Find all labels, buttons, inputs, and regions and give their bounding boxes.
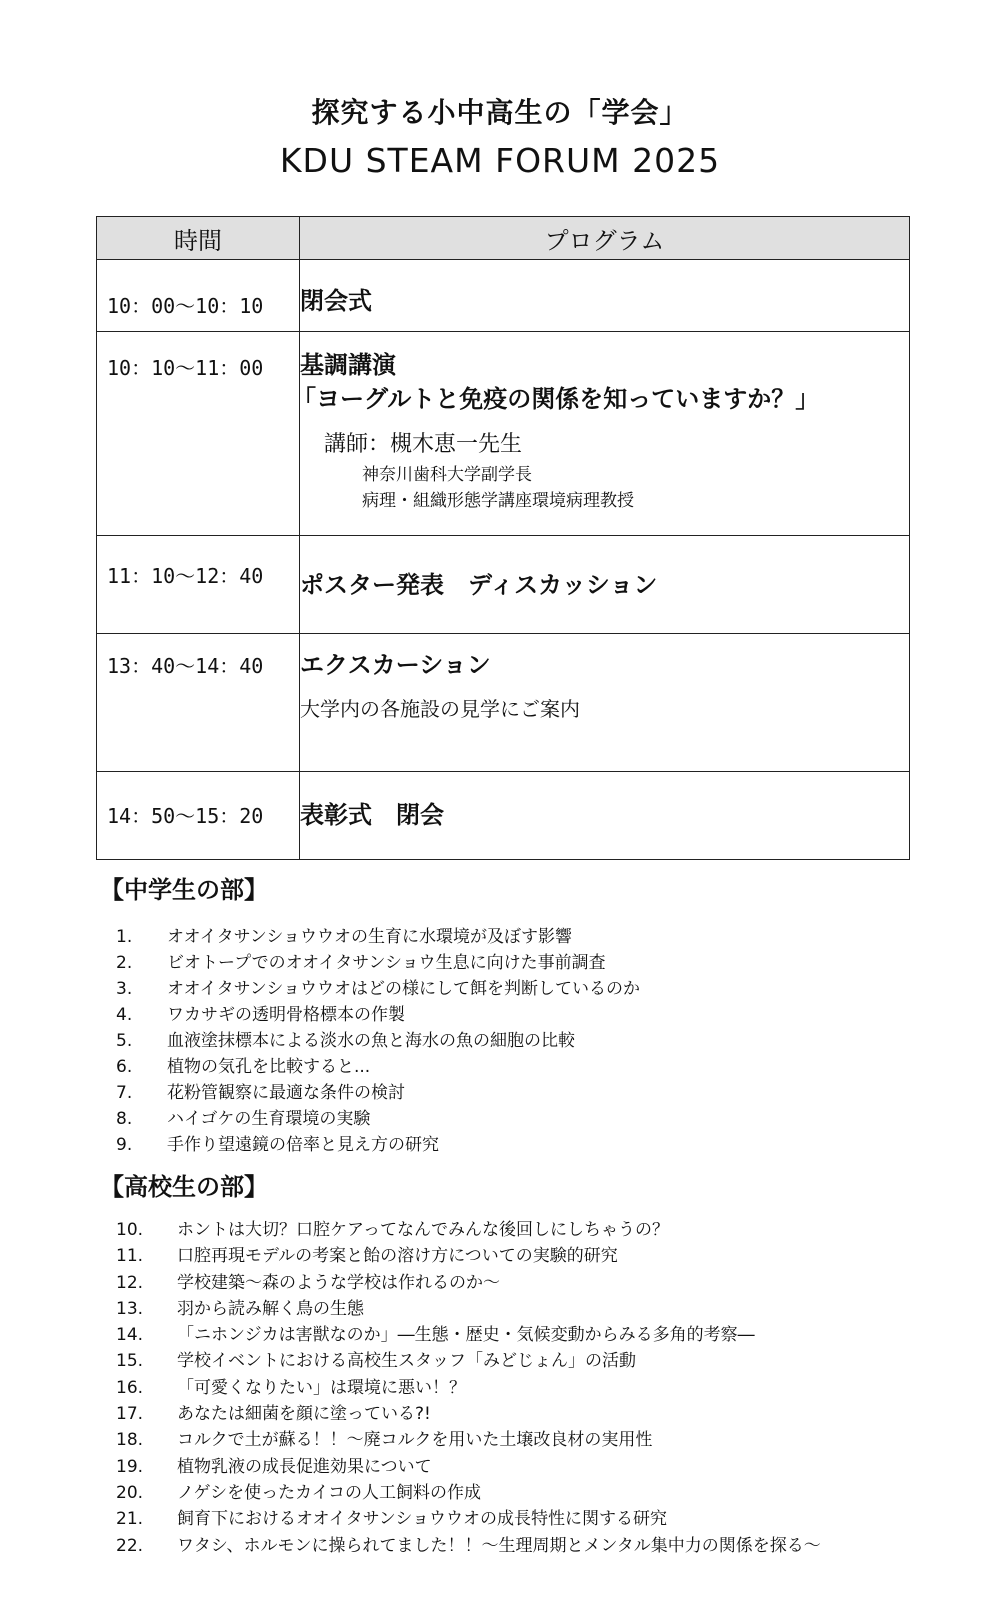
item-title: 花粉管観察に最適な条件の検討 (167, 1083, 405, 1103)
list-item (116, 1348, 821, 1374)
item-title: 血液塗抹標本による淡水の魚と海水の魚の細胞の比較 (167, 1031, 575, 1051)
program-description: 大学内の各施設の見学にご案内 (300, 697, 580, 721)
list-item (116, 1106, 640, 1132)
lecturer-affiliation: 病理・組織形態学講座環境病理教授 (362, 491, 634, 511)
item-number: 7. (116, 1083, 133, 1103)
list-item (116, 1080, 640, 1106)
item-title: オオイタサンショウウオはどの様にして餌を判断しているのか (167, 979, 641, 999)
table-row (97, 536, 910, 634)
high-school-heading: 【高校生の部】 (100, 1173, 268, 1201)
table-row (97, 260, 910, 332)
list-item (116, 1480, 821, 1506)
program-title: 基調講演 (300, 351, 396, 379)
item-number: 4. (116, 1005, 133, 1025)
list-item (116, 1401, 821, 1427)
list-item (116, 1375, 821, 1401)
item-number: 12. (116, 1272, 144, 1293)
item-title: ワカサギの透明骨格標本の作製 (167, 1005, 405, 1025)
item-number: 9. (116, 1135, 133, 1155)
item-title: 学校建築〜森のような学校は作れるのか〜 (177, 1272, 500, 1293)
table-header-row (97, 217, 910, 260)
table-row (97, 332, 910, 536)
item-title: 手作り望遠鏡の倍率と見え方の研究 (167, 1135, 439, 1155)
item-title: 植物乳液の成長促進効果について (177, 1456, 432, 1477)
list-item (116, 1270, 821, 1296)
list-item (116, 924, 640, 950)
list-item (116, 1427, 821, 1453)
item-number: 1. (116, 927, 133, 947)
item-number: 2. (116, 953, 133, 973)
list-item (116, 1002, 640, 1028)
program-title: ポスター発表 ディスカッション (300, 571, 658, 599)
item-title: ホントは大切？口腔ケアってなんでみんな後回しにしちゃうの？ (177, 1220, 669, 1240)
item-number: 6. (116, 1057, 133, 1077)
item-title: あなたは細菌を顔に塗っている?! (177, 1404, 431, 1425)
item-number: 5. (116, 1031, 133, 1051)
header-time: 時間 (97, 217, 300, 260)
list-item (116, 1296, 821, 1322)
list-item (116, 1132, 640, 1158)
item-title: オオイタサンショウウオの生育に水環境が及ぼす影響 (167, 927, 573, 947)
item-number: 8. (116, 1109, 133, 1129)
item-number: 15. (116, 1351, 144, 1372)
item-number: 10. (116, 1220, 144, 1240)
list-item (116, 1243, 821, 1269)
time-cell: 13：40〜14：40 (107, 654, 264, 678)
list-item (116, 1454, 821, 1480)
item-title: 植物の気孔を比較すると... (167, 1057, 371, 1077)
middle-school-list (116, 924, 640, 1158)
program-title: 閉会式 (300, 287, 372, 315)
item-number: 16. (116, 1377, 144, 1398)
high-school-list (116, 1217, 821, 1559)
list-item (116, 1533, 821, 1559)
program-table (96, 216, 910, 860)
program-title: 表彰式 閉会 (300, 801, 444, 829)
item-number: 20. (116, 1482, 144, 1503)
item-title: 飼育下におけるオオイタサンショウウオの成長特性に関する研究 (177, 1509, 668, 1530)
list-item (116, 1028, 640, 1054)
item-title: ハイゴケの生育環境の実験 (167, 1109, 371, 1129)
program-title: エクスカーション (300, 651, 491, 679)
item-number: 3. (116, 979, 133, 999)
item-number: 17. (116, 1404, 144, 1425)
item-title: 羽から読み解く鳥の生態 (177, 1298, 364, 1319)
item-title: 学校イベントにおける高校生スタッフ「みどじょん」の活動 (177, 1351, 636, 1372)
title-block (0, 93, 1000, 183)
time-cell: 10：10〜11：00 (107, 356, 264, 380)
header-program: プログラム (300, 217, 910, 260)
lecturer-name: 講師：槻木恵一先生 (324, 432, 523, 457)
item-number: 19. (116, 1456, 144, 1477)
list-item (116, 1322, 821, 1348)
item-title: ビオトープでのオオイタサンショウ生息に向けた事前調査 (167, 953, 606, 973)
list-item (116, 976, 640, 1002)
item-title: コルクで土が蘇る！！〜廃コルクを用いた土壌改良材の実用性 (177, 1430, 653, 1451)
time-cell: 10：00〜10：10 (107, 294, 264, 318)
item-number: 11. (116, 1246, 144, 1267)
time-cell: 14：50〜15：20 (107, 804, 264, 828)
table-row (97, 634, 910, 772)
item-number: 21. (116, 1509, 144, 1530)
table-row (97, 772, 910, 860)
item-title: 「ニホンジカは害獣なのか」―生態・歴史・気候変動からみる多角的考察― (177, 1325, 755, 1346)
page-title: 探究する小中高生の「学会」 (311, 96, 689, 129)
list-item (116, 1506, 821, 1532)
item-number: 13. (116, 1298, 144, 1319)
item-title: 口腔再現モデルの考案と飴の溶け方についての実験的研究 (177, 1246, 618, 1267)
list-item (116, 1217, 821, 1243)
item-number: 14. (116, 1325, 144, 1346)
page-subtitle: KDU STEAM FORUM 2025 (279, 141, 721, 180)
item-number: 22. (116, 1535, 144, 1556)
list-item (116, 950, 640, 976)
lecturer-affiliation: 神奈川歯科大学副学長 (362, 465, 532, 485)
item-title: ノゲシを使ったカイコの人工飼料の作成 (177, 1482, 481, 1503)
time-cell: 11：10〜12：40 (107, 564, 264, 588)
item-title: ワタシ、ホルモンに操られてました！！〜生理周期とメンタル集中力の関係を探る〜 (177, 1535, 821, 1556)
item-number: 18. (116, 1430, 144, 1451)
item-title: 「可愛くなりたい」は環境に悪い！？ (177, 1377, 466, 1398)
lecture-title: 「ヨーグルトと免疫の関係を知っていますか？」 (292, 385, 820, 413)
middle-school-heading: 【中学生の部】 (100, 876, 268, 904)
list-item (116, 1054, 640, 1080)
